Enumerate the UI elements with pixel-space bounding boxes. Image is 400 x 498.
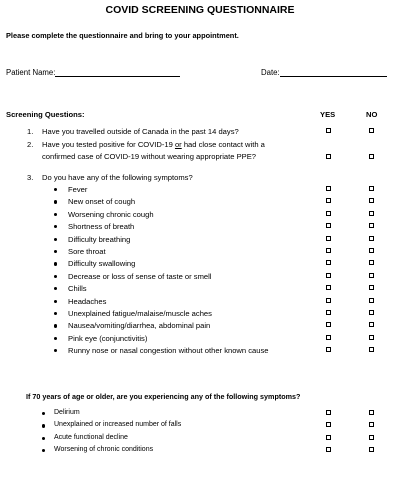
symptom-label: Pink eye (conjunctivitis) [68, 333, 148, 343]
question-2-text-or: or [174, 140, 182, 149]
symptom-label: Difficulty breathing [68, 234, 131, 244]
yes-column-header: YES [320, 110, 336, 119]
symptom-no-checkbox[interactable] [369, 347, 374, 352]
symptom-label: Headaches [68, 296, 107, 306]
symptom-label: Fever [68, 185, 88, 194]
bullet-icon [54, 287, 57, 290]
question-2-text-post: had close contact with a [181, 140, 265, 149]
bullet-icon [54, 262, 57, 265]
question-2-text-line2: confirmed case of COVID-19 without wearing appropriate PPE? [42, 152, 256, 161]
symptom-label: New onset of cough [68, 197, 136, 207]
symptom-yes-checkbox[interactable] [326, 260, 331, 265]
question-3-text: Do you have any of the following symptoms? [42, 173, 193, 182]
elderly-symptom-no-checkbox[interactable] [369, 435, 374, 440]
instructions-text: Please complete the questionnaire and bring to your appointment. [6, 31, 239, 40]
symptom-no-checkbox[interactable] [369, 335, 374, 340]
symptom-no-checkbox[interactable] [369, 260, 374, 265]
bullet-icon [54, 349, 57, 352]
bullet-icon [54, 238, 57, 241]
question-number: 3. [27, 173, 34, 182]
symptom-yes-checkbox[interactable] [326, 298, 331, 303]
page-title: COVID SCREENING QUESTIONNAIRE [105, 4, 295, 16]
symptom-yes-checkbox[interactable] [326, 273, 331, 278]
question-number: 1. [27, 127, 34, 136]
symptom-yes-checkbox[interactable] [326, 322, 331, 327]
symptom-label: Unexplained fatigue/malaise/muscle aches [68, 309, 212, 318]
elderly-symptom-no-checkbox[interactable] [369, 422, 374, 427]
elderly-symptom-yes-checkbox[interactable] [326, 447, 331, 452]
date-field[interactable] [261, 68, 387, 77]
symptom-label: Sore throat [68, 247, 106, 256]
symptom-no-checkbox[interactable] [369, 298, 374, 303]
symptom-yes-checkbox[interactable] [326, 335, 331, 340]
symptom-no-checkbox[interactable] [369, 236, 374, 241]
symptom-yes-checkbox[interactable] [326, 223, 331, 228]
symptom-label: Runny nose or nasal congestion without other known cause [68, 346, 269, 356]
symptom-no-checkbox[interactable] [369, 285, 374, 290]
question-2-no-checkbox[interactable] [369, 154, 374, 159]
elderly-symptom-yes-checkbox[interactable] [326, 435, 331, 440]
elderly-symptom-no-checkbox[interactable] [369, 447, 374, 452]
bullet-icon [54, 213, 57, 216]
symptom-yes-checkbox[interactable] [326, 198, 331, 203]
elderly-question-heading: If 70 years of age or older, are you experiencing any of the following symptoms? [26, 392, 301, 401]
no-column-header: NO [366, 110, 378, 119]
bullet-icon [54, 200, 57, 203]
question-1-yes-checkbox[interactable] [326, 128, 331, 133]
elderly-symptom-no-checkbox[interactable] [369, 410, 374, 415]
question-2-yes-checkbox[interactable] [326, 154, 331, 159]
elderly-symptom-yes-checkbox[interactable] [326, 422, 331, 427]
symptom-yes-checkbox[interactable] [326, 236, 331, 241]
symptom-no-checkbox[interactable] [369, 186, 374, 191]
bullet-icon [42, 437, 45, 440]
question-2-text-line1 [42, 140, 265, 149]
bullet-icon [54, 225, 57, 228]
symptom-label: Worsening chronic cough [68, 209, 154, 219]
question-1-text: Have you travelled outside of Canada in the past 14 days? [42, 127, 239, 136]
elderly-symptom-yes-checkbox[interactable] [326, 410, 331, 415]
patient-name-field[interactable] [6, 68, 180, 77]
bullet-icon [54, 324, 57, 327]
bullet-icon [42, 424, 45, 427]
bullet-icon [54, 275, 57, 278]
screening-questions-heading: Screening Questions: [6, 110, 85, 119]
question-1-no-checkbox[interactable] [369, 128, 374, 133]
symptom-yes-checkbox[interactable] [326, 285, 331, 290]
bullet-icon [54, 337, 57, 340]
bullet-icon [54, 312, 57, 315]
symptom-no-checkbox[interactable] [369, 211, 374, 216]
bullet-icon [54, 188, 57, 191]
symptom-no-checkbox[interactable] [369, 198, 374, 203]
symptom-no-checkbox[interactable] [369, 322, 374, 327]
symptom-no-checkbox[interactable] [369, 248, 374, 253]
symptom-yes-checkbox[interactable] [326, 310, 331, 315]
elderly-symptom-label: Acute functional decline [54, 433, 128, 441]
symptom-no-checkbox[interactable] [369, 223, 374, 228]
symptom-label: Chills [68, 284, 87, 294]
question-2-text-pre: Have you tested positive for COVID-19 [42, 140, 175, 149]
symptom-label: Decrease or loss of sense of taste or smell [68, 271, 212, 281]
date-label: Date: [261, 68, 280, 77]
symptom-yes-checkbox[interactable] [326, 347, 331, 352]
symptom-label: Difficulty swallowing [68, 259, 136, 269]
elderly-symptom-label: Unexplained or increased number of falls [54, 421, 182, 429]
patient-name-label: Patient Name: [6, 68, 56, 77]
bullet-icon [42, 412, 45, 415]
bullet-icon [54, 250, 57, 253]
symptom-no-checkbox[interactable] [369, 310, 374, 315]
bullet-icon [42, 449, 45, 452]
elderly-symptom-label: Delirium [54, 409, 80, 416]
symptom-yes-checkbox[interactable] [326, 248, 331, 253]
elderly-symptom-label: Worsening of chronic conditions [54, 446, 154, 454]
question-number: 2. [27, 140, 34, 149]
date-line[interactable] [280, 68, 387, 77]
symptom-no-checkbox[interactable] [369, 273, 374, 278]
patient-name-line[interactable] [55, 68, 180, 77]
bullet-icon [54, 300, 57, 303]
symptom-yes-checkbox[interactable] [326, 186, 331, 191]
symptom-label: Shortness of breath [68, 222, 135, 232]
symptom-yes-checkbox[interactable] [326, 211, 331, 216]
symptom-label: Nausea/vomiting/diarrhea, abdominal pain [68, 321, 211, 331]
